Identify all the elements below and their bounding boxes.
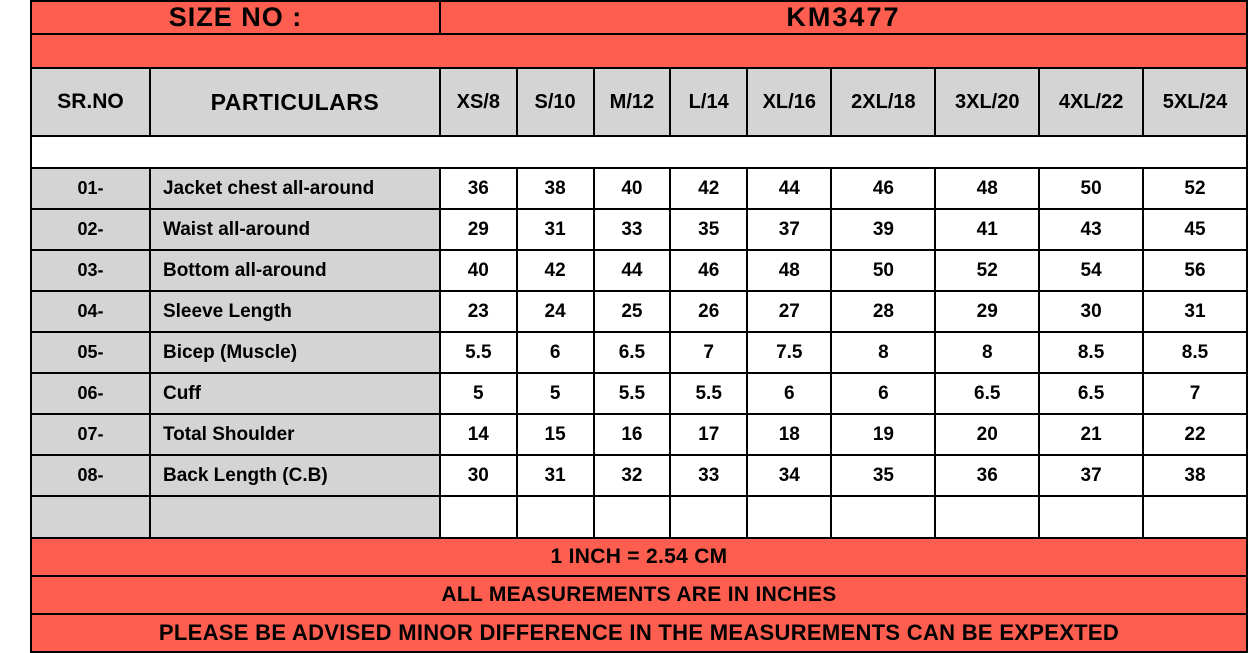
column-header-size-s10: S/10 bbox=[517, 68, 594, 136]
row-value: 8 bbox=[831, 332, 935, 373]
header-spacer-row bbox=[31, 136, 1247, 168]
row-value: 6 bbox=[747, 373, 831, 414]
row-value: 15 bbox=[517, 414, 594, 455]
table-row bbox=[31, 250, 1247, 291]
row-number: 01- bbox=[31, 168, 150, 209]
column-header-particulars: PARTICULARS bbox=[150, 68, 440, 136]
row-value: 22 bbox=[1143, 414, 1247, 455]
row-number: 02- bbox=[31, 209, 150, 250]
footer-spacer-cell bbox=[831, 496, 935, 538]
table-row bbox=[31, 455, 1247, 496]
column-header-size-l14: L/14 bbox=[670, 68, 747, 136]
row-value: 29 bbox=[935, 291, 1039, 332]
row-particular: Waist all-around bbox=[150, 209, 440, 250]
row-value: 31 bbox=[517, 455, 594, 496]
row-value: 44 bbox=[594, 250, 671, 291]
column-header-size-m12: M/12 bbox=[594, 68, 671, 136]
row-value: 42 bbox=[517, 250, 594, 291]
row-value: 26 bbox=[670, 291, 747, 332]
row-value: 8 bbox=[935, 332, 1039, 373]
red-band-cell bbox=[31, 34, 1247, 68]
red-divider-band bbox=[31, 34, 1247, 68]
row-value: 52 bbox=[1143, 168, 1247, 209]
footer-spacer-cell bbox=[517, 496, 594, 538]
row-value: 50 bbox=[1039, 168, 1143, 209]
row-value: 20 bbox=[935, 414, 1039, 455]
row-value: 24 bbox=[517, 291, 594, 332]
row-value: 19 bbox=[831, 414, 935, 455]
row-value: 44 bbox=[747, 168, 831, 209]
row-number: 03- bbox=[31, 250, 150, 291]
row-value: 21 bbox=[1039, 414, 1143, 455]
row-value: 5 bbox=[440, 373, 517, 414]
row-value: 27 bbox=[747, 291, 831, 332]
row-value: 7.5 bbox=[747, 332, 831, 373]
row-value: 30 bbox=[440, 455, 517, 496]
row-value: 48 bbox=[747, 250, 831, 291]
table-row bbox=[31, 168, 1247, 209]
row-value: 16 bbox=[594, 414, 671, 455]
row-number: 04- bbox=[31, 291, 150, 332]
row-value: 8.5 bbox=[1143, 332, 1247, 373]
row-value: 45 bbox=[1143, 209, 1247, 250]
row-particular: Total Shoulder bbox=[150, 414, 440, 455]
style-no-label: SIZE NO : bbox=[31, 1, 440, 34]
column-header-size-xl16: XL/16 bbox=[747, 68, 831, 136]
row-value: 5.5 bbox=[670, 373, 747, 414]
row-value: 30 bbox=[1039, 291, 1143, 332]
footer-spacer-cell bbox=[1039, 496, 1143, 538]
row-value: 35 bbox=[831, 455, 935, 496]
row-particular: Jacket chest all-around bbox=[150, 168, 440, 209]
footer-spacer-cell bbox=[935, 496, 1039, 538]
row-value: 38 bbox=[1143, 455, 1247, 496]
row-value: 39 bbox=[831, 209, 935, 250]
row-value: 33 bbox=[594, 209, 671, 250]
row-value: 46 bbox=[670, 250, 747, 291]
table-row bbox=[31, 209, 1247, 250]
header-spacer-cell bbox=[31, 136, 1247, 168]
row-number: 08- bbox=[31, 455, 150, 496]
row-value: 43 bbox=[1039, 209, 1143, 250]
column-header-size-5xl24: 5XL/24 bbox=[1143, 68, 1247, 136]
footer-spacer-cell bbox=[670, 496, 747, 538]
row-value: 50 bbox=[831, 250, 935, 291]
column-header-size-3xl20: 3XL/20 bbox=[935, 68, 1039, 136]
row-particular: Back Length (C.B) bbox=[150, 455, 440, 496]
row-value: 36 bbox=[935, 455, 1039, 496]
row-value: 5 bbox=[517, 373, 594, 414]
row-number: 07- bbox=[31, 414, 150, 455]
size-chart-table bbox=[30, 0, 1248, 653]
note-measurement-units: ALL MEASUREMENTS ARE IN INCHES bbox=[31, 576, 1247, 614]
row-value: 6 bbox=[831, 373, 935, 414]
style-no-value: KM3477 bbox=[440, 1, 1247, 34]
row-value: 33 bbox=[670, 455, 747, 496]
column-header-size-2xl18: 2XL/18 bbox=[831, 68, 935, 136]
row-value: 6 bbox=[517, 332, 594, 373]
table-row bbox=[31, 291, 1247, 332]
footer-spacer-particulars bbox=[150, 496, 440, 538]
table-footer-spacer-row bbox=[31, 496, 1247, 538]
note-inch-to-cm: 1 INCH = 2.54 CM bbox=[31, 538, 1247, 576]
column-header-size-xs8: XS/8 bbox=[440, 68, 517, 136]
row-value: 56 bbox=[1143, 250, 1247, 291]
row-value: 7 bbox=[670, 332, 747, 373]
row-value: 54 bbox=[1039, 250, 1143, 291]
table-header-row bbox=[31, 68, 1247, 136]
row-value: 40 bbox=[594, 168, 671, 209]
footer-spacer-cell bbox=[594, 496, 671, 538]
footer-spacer-cell bbox=[440, 496, 517, 538]
footer-spacer-cell bbox=[747, 496, 831, 538]
row-value: 31 bbox=[517, 209, 594, 250]
row-value: 41 bbox=[935, 209, 1039, 250]
row-value: 25 bbox=[594, 291, 671, 332]
table-row bbox=[31, 373, 1247, 414]
row-value: 42 bbox=[670, 168, 747, 209]
row-number: 05- bbox=[31, 332, 150, 373]
row-value: 7 bbox=[1143, 373, 1247, 414]
row-value: 23 bbox=[440, 291, 517, 332]
row-particular: Cuff bbox=[150, 373, 440, 414]
row-value: 5.5 bbox=[440, 332, 517, 373]
row-value: 6.5 bbox=[594, 332, 671, 373]
note-row-units bbox=[31, 576, 1247, 614]
row-particular: Bottom all-around bbox=[150, 250, 440, 291]
row-value: 38 bbox=[517, 168, 594, 209]
table-row bbox=[31, 414, 1247, 455]
row-value: 46 bbox=[831, 168, 935, 209]
note-row-disclaimer bbox=[31, 614, 1247, 652]
row-value: 52 bbox=[935, 250, 1039, 291]
row-value: 32 bbox=[594, 455, 671, 496]
footer-spacer-cell bbox=[1143, 496, 1247, 538]
row-value: 36 bbox=[440, 168, 517, 209]
row-particular: Bicep (Muscle) bbox=[150, 332, 440, 373]
note-disclaimer: PLEASE BE ADVISED MINOR DIFFERENCE IN THE MEASUREMENTS CAN BE EXPEXTED bbox=[31, 614, 1247, 652]
title-row bbox=[31, 1, 1247, 34]
row-value: 29 bbox=[440, 209, 517, 250]
row-value: 18 bbox=[747, 414, 831, 455]
row-value: 40 bbox=[440, 250, 517, 291]
row-particular: Sleeve Length bbox=[150, 291, 440, 332]
table-row bbox=[31, 332, 1247, 373]
row-value: 14 bbox=[440, 414, 517, 455]
row-value: 6.5 bbox=[1039, 373, 1143, 414]
row-value: 6.5 bbox=[935, 373, 1039, 414]
row-value: 37 bbox=[747, 209, 831, 250]
row-value: 8.5 bbox=[1039, 332, 1143, 373]
row-value: 34 bbox=[747, 455, 831, 496]
column-header-size-4xl22: 4XL/22 bbox=[1039, 68, 1143, 136]
row-number: 06- bbox=[31, 373, 150, 414]
column-header-srno: SR.NO bbox=[31, 68, 150, 136]
row-value: 37 bbox=[1039, 455, 1143, 496]
row-value: 48 bbox=[935, 168, 1039, 209]
note-row-conversion bbox=[31, 538, 1247, 576]
row-value: 17 bbox=[670, 414, 747, 455]
row-value: 28 bbox=[831, 291, 935, 332]
footer-spacer-srno bbox=[31, 496, 150, 538]
row-value: 5.5 bbox=[594, 373, 671, 414]
row-value: 31 bbox=[1143, 291, 1247, 332]
row-value: 35 bbox=[670, 209, 747, 250]
